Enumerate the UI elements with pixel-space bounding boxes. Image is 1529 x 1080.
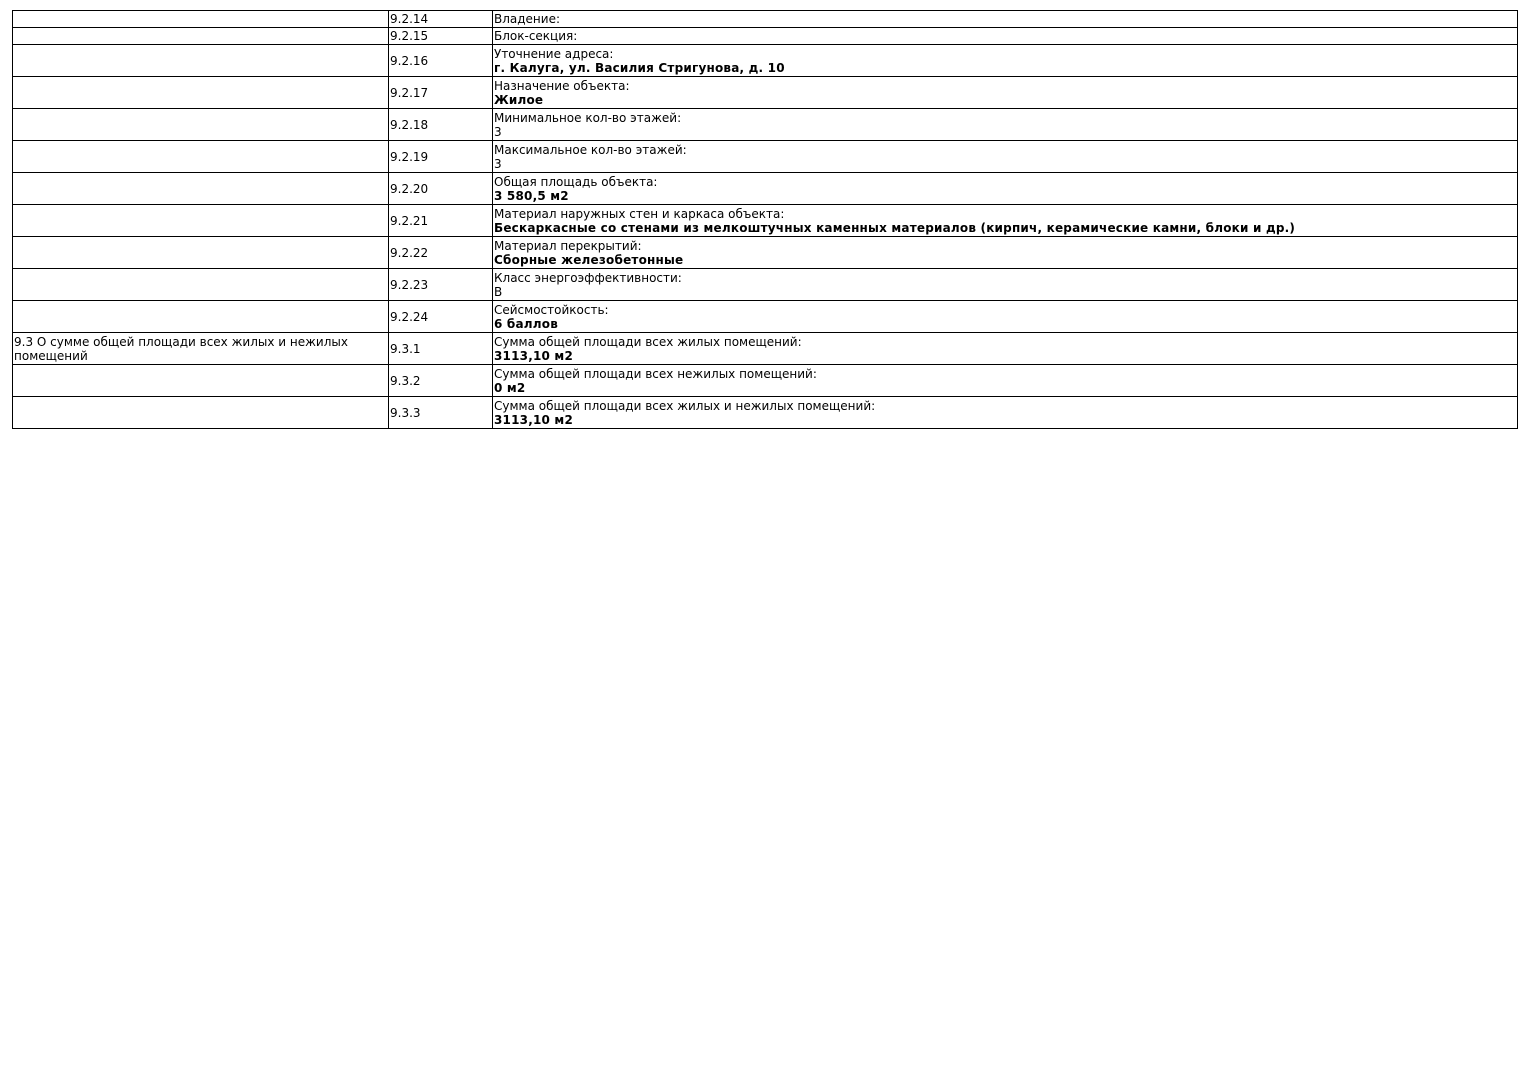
section-cell <box>13 141 389 173</box>
field-label: Материал перекрытий: <box>494 238 642 253</box>
field-value: 3113,10 м2 <box>494 348 573 363</box>
code-cell: 9.2.16 <box>389 45 493 77</box>
section-cell <box>13 45 389 77</box>
section-cell <box>13 237 389 269</box>
content-cell <box>493 11 1518 28</box>
field-value: B <box>494 284 503 299</box>
code-cell: 9.3.2 <box>389 365 493 397</box>
table-row <box>13 11 1518 28</box>
field-label: Сумма общей площади всех жилых помещений: <box>494 334 802 349</box>
field-value: 3 <box>494 156 502 171</box>
table-row <box>13 109 1518 141</box>
field-label: Сумма общей площади всех нежилых помещений: <box>494 366 817 381</box>
content-cell <box>493 45 1518 77</box>
content-cell <box>493 269 1518 301</box>
field-label: Сейсмостойкость: <box>494 302 609 317</box>
code-cell: 9.2.14 <box>389 11 493 28</box>
table-row <box>13 365 1518 397</box>
table-row <box>13 333 1518 365</box>
code-cell: 9.2.21 <box>389 205 493 237</box>
table-row <box>13 45 1518 77</box>
document-page <box>12 10 1517 429</box>
field-label: Общая площадь объекта: <box>494 174 658 189</box>
project-declaration-table <box>12 10 1518 429</box>
table-row <box>13 173 1518 205</box>
content-cell <box>493 301 1518 333</box>
code-cell: 9.2.23 <box>389 269 493 301</box>
content-cell <box>493 205 1518 237</box>
section-cell <box>13 11 389 28</box>
field-value: 0 м2 <box>494 380 526 395</box>
content-cell <box>493 28 1518 45</box>
content-cell <box>493 173 1518 205</box>
code-cell: 9.2.19 <box>389 141 493 173</box>
section-cell <box>13 365 389 397</box>
content-cell <box>493 365 1518 397</box>
code-cell: 9.2.18 <box>389 109 493 141</box>
table-row <box>13 205 1518 237</box>
section-cell <box>13 269 389 301</box>
code-cell: 9.2.20 <box>389 173 493 205</box>
field-label: Владение: <box>494 12 561 26</box>
field-value: Сборные железобетонные <box>494 252 684 267</box>
section-cell <box>13 333 389 365</box>
code-cell: 9.2.22 <box>389 237 493 269</box>
field-label: Сумма общей площади всех жилых и нежилых помещений: <box>494 398 876 413</box>
field-label: Уточнение адреса: <box>494 46 614 61</box>
code-cell: 9.2.24 <box>389 301 493 333</box>
content-cell <box>493 109 1518 141</box>
code-cell: 9.2.17 <box>389 77 493 109</box>
table-row <box>13 397 1518 429</box>
content-cell <box>493 141 1518 173</box>
field-value: 3 <box>494 124 502 139</box>
content-cell <box>493 77 1518 109</box>
section-cell <box>13 205 389 237</box>
section-cell <box>13 109 389 141</box>
section-cell <box>13 397 389 429</box>
field-label: Блок-секция: <box>494 29 578 43</box>
field-label: Материал наружных стен и каркаса объекта: <box>494 206 785 221</box>
section-cell <box>13 301 389 333</box>
field-label: Класс энергоэффективности: <box>494 270 682 285</box>
table-row <box>13 237 1518 269</box>
section-cell <box>13 28 389 45</box>
content-cell <box>493 397 1518 429</box>
content-cell <box>493 237 1518 269</box>
table-row <box>13 301 1518 333</box>
code-cell: 9.3.1 <box>389 333 493 365</box>
table-row <box>13 28 1518 45</box>
field-value: 3113,10 м2 <box>494 412 573 427</box>
table-row <box>13 141 1518 173</box>
section-text: 9.3 О сумме общей площади всех жилых и нежилых помещений <box>14 334 348 363</box>
field-label: Максимальное кол-во этажей: <box>494 142 687 157</box>
field-value: Бескаркасные со стенами из мелкоштучных каменных материалов (кирпич, керамические камни, блоки и др.) <box>494 220 1296 235</box>
section-cell <box>13 77 389 109</box>
field-label: Назначение объекта: <box>494 78 630 93</box>
code-cell: 9.2.15 <box>389 28 493 45</box>
code-cell: 9.3.3 <box>389 397 493 429</box>
section-cell <box>13 173 389 205</box>
field-value: 3 580,5 м2 <box>494 188 569 203</box>
field-label: Минимальное кол-во этажей: <box>494 110 682 125</box>
field-value: Жилое <box>494 92 544 107</box>
content-cell <box>493 333 1518 365</box>
table-row <box>13 77 1518 109</box>
table-row <box>13 269 1518 301</box>
field-value: г. Калуга, ул. Василия Стригунова, д. 10 <box>494 60 785 75</box>
field-value: 6 баллов <box>494 316 559 331</box>
